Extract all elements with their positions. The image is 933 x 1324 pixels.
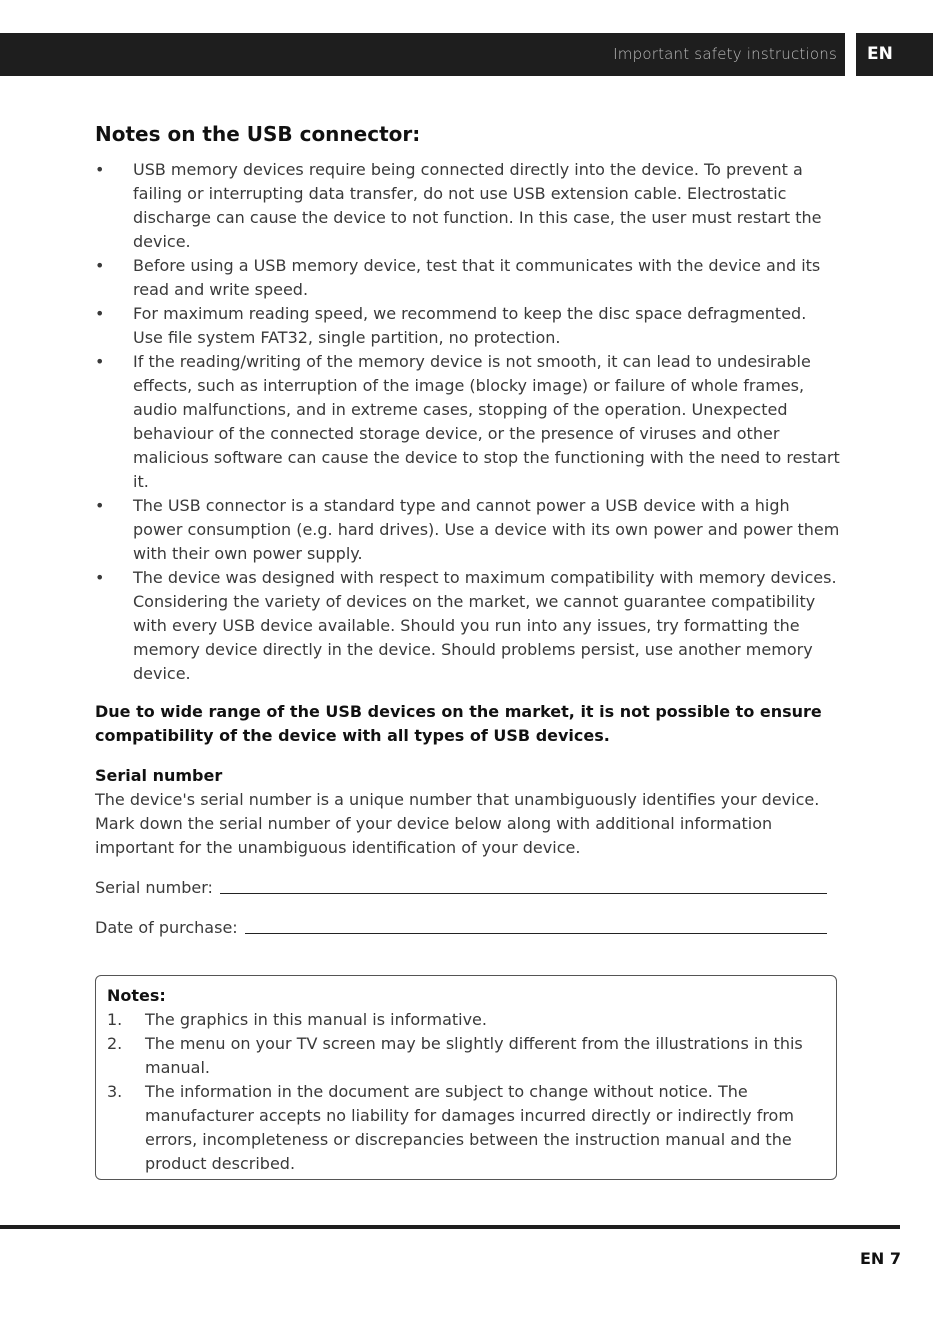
- list-item-text: USB memory devices require being connected directly into the device. To prevent a failing or interrupting data transfer, do not use USB extension cable. Electrostatic discharge can cause the device to not function. In this case, the user must restart the device.: [133, 160, 822, 251]
- usb-section-heading: Notes on the USB connector:: [95, 122, 421, 146]
- purchase-date-label: Date of purchase:: [95, 918, 238, 937]
- bullet-icon: •: [95, 352, 105, 371]
- note-number: 3.: [107, 1082, 123, 1101]
- serial-number-line[interactable]: [220, 892, 827, 894]
- purchase-date-field[interactable]: [95, 918, 827, 937]
- list-item: [95, 350, 840, 494]
- compatibility-warning: Due to wide range of the USB devices on the market, it is not possible to ensure compatibility of the device with all types of USB devices.: [95, 702, 822, 745]
- usb-notes-list: [95, 158, 840, 686]
- list-item: [95, 254, 840, 302]
- note-number: 1.: [107, 1010, 123, 1029]
- list-item-text: The device was designed with respect to maximum compatibility with memory devices. Considering the variety of devices on the market, we cannot guarantee compatibility with every USB device available. Should you run into any issues, try formatting the memory device directly in the device. Should problems persist, use another memory device.: [133, 568, 837, 683]
- list-item-text: Before using a USB memory device, test that it communicates with the device and its read and write speed.: [133, 256, 821, 299]
- list-item: [95, 566, 840, 686]
- list-item: [107, 1008, 824, 1032]
- header-bar: [0, 33, 845, 76]
- bullet-icon: •: [95, 160, 105, 179]
- notes-title: Notes:: [107, 986, 166, 1005]
- list-item-text: If the reading/writing of the memory device is not smooth, it can lead to undesirable effects, such as interruption of the image (blocky image) or failure of whole frames, audio malfunctions, and in extreme cases, stopping of the operation. Unexpected behaviour of the connected storage device, or the presence of viruses and other malicious software can cause the device to stop the functioning with the need to restart it.: [133, 352, 840, 491]
- header-title: Important safety instructions: [613, 45, 837, 63]
- language-badge: EN: [856, 33, 933, 76]
- list-item-text: The USB connector is a standard type and cannot power a USB device with a high power consumption (e.g. hard drives). Use a device with its own power and power them with their own power supply.: [133, 496, 840, 563]
- bullet-icon: •: [95, 304, 105, 323]
- list-item-text: For maximum reading speed, we recommend to keep the disc space defragmented. Use file system FAT32, single partition, no protection.: [133, 304, 807, 347]
- notes-box: [95, 975, 837, 1180]
- serial-number-label: Serial number:: [95, 878, 213, 897]
- list-item: [107, 1080, 824, 1176]
- serial-number-heading: Serial number: [95, 766, 223, 785]
- note-text: The graphics in this manual is informative.: [145, 1010, 487, 1029]
- page-number: EN 7: [859, 1249, 901, 1268]
- bullet-icon: •: [95, 568, 105, 587]
- bullet-icon: •: [95, 256, 105, 275]
- purchase-date-line[interactable]: [245, 932, 827, 934]
- note-text: The information in the document are subject to change without notice. The manufacturer accepts no liability for damages incurred directly or indirectly from errors, incompleteness or discrepancies between the instruction manual and the product described.: [145, 1082, 794, 1173]
- serial-number-description: The device's serial number is a unique number that unambiguously identifies your device. Mark down the serial number of your device below along with additional information important for the unambiguous identification of your device.: [95, 790, 820, 857]
- list-item: [95, 158, 840, 254]
- list-item: [107, 1032, 824, 1080]
- notes-list: [107, 1008, 824, 1176]
- footer-rule: [0, 1225, 900, 1229]
- list-item: [95, 494, 840, 566]
- serial-number-field[interactable]: [95, 878, 827, 897]
- note-text: The menu on your TV screen may be slightly different from the illustrations in this manual.: [145, 1034, 803, 1077]
- note-number: 2.: [107, 1034, 123, 1053]
- main-content: [95, 122, 840, 937]
- bullet-icon: •: [95, 496, 105, 515]
- list-item: [95, 302, 840, 350]
